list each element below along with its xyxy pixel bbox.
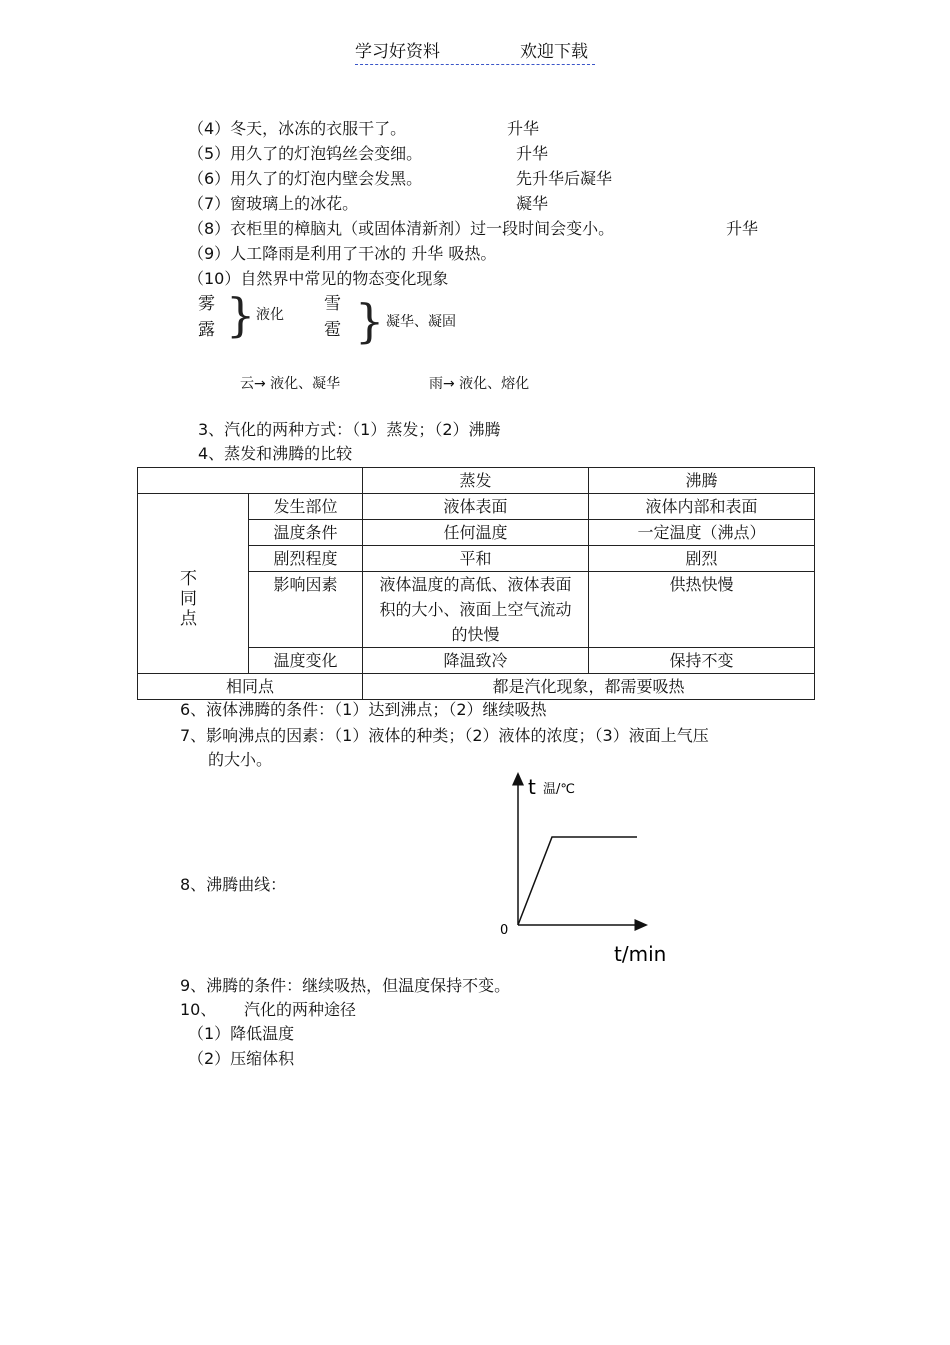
dew-label: 露 [198,320,215,340]
comparison-table [137,467,815,700]
header-left: 学习好资料 [355,42,440,62]
evap-cell: 液体温度的高低、液体表面积的大小、液面上空气流动的快慢 [379,575,572,644]
x-axis-label: t/min [614,942,667,966]
section-6: 6、液体沸腾的条件：（1）达到沸点；（2）继续吸热 [180,700,547,719]
boil-cell: 剧烈 [589,546,815,572]
example-6-answer: 先升华后凝华 [516,169,613,188]
section-9: 9、沸腾的条件：继续吸热，但温度保持不变。 [180,976,511,995]
boiling-curve-chart [490,772,670,972]
row-label: 剧烈程度 [249,546,363,572]
example-5: （5）用久了的灯泡钨丝会变细。 [188,144,423,163]
section-7-cont: 的大小。 [208,750,273,769]
boil-cell: 液体内部和表面 [589,494,815,520]
boil-cell: 一定温度（沸点） [589,520,815,546]
example-4: （4）冬天，冰冻的衣服干了。 [188,119,407,138]
section-7: 7、影响沸点的因素：（1）液体的种类；（2）液体的浓度；（3）液面上气压 [180,726,709,745]
section-10-title: 汽化的两种途径 [244,1000,357,1019]
similarity-value: 都是汽化现象，都需要吸热 [363,674,815,700]
section-3: 3、汽化的两种方式：（1）蒸发；（2）沸腾 [198,420,501,439]
method-1: （1）降低温度 [188,1024,295,1043]
table-row [138,674,815,700]
evap-cell: 任何温度 [363,520,589,546]
section-10-number: 10、 [180,1000,217,1019]
example-5-answer: 升华 [516,144,549,163]
hail-label: 雹 [324,320,341,340]
similarity-label: 相同点 [138,674,363,700]
section-4: 4、蒸发和沸腾的比较 [198,444,353,463]
example-7: （7）窗玻璃上的冰花。 [188,194,359,213]
brace-icon: } [355,294,385,348]
y-axis-label-main: t [528,775,536,799]
boil-cell: 供热快慢 [589,572,815,648]
row-label: 影响因素 [249,572,363,648]
section-8: 8、沸腾曲线： [180,875,287,894]
group2-process: 凝华、凝固 [386,314,456,330]
header-right: 欢迎下载 [520,42,588,62]
brace-icon: } [226,288,256,342]
differences-label: 不同点 [180,568,197,629]
evap-cell: 降温致冷 [363,648,589,674]
row-label: 温度变化 [249,648,363,674]
origin-label: 0 [500,923,509,938]
boil-cell: 保持不变 [589,648,815,674]
example-8: （8）衣柜里的樟脑丸（或固体清新剂）过一段时间会变小。 [188,219,615,238]
header-boiling: 沸腾 [589,468,815,494]
table-row [138,494,815,520]
row-label: 发生部位 [249,494,363,520]
row-label: 温度条件 [249,520,363,546]
header-divider [355,64,595,65]
example-7-answer: 凝华 [516,194,549,213]
table-header-row [138,468,815,494]
boiling-curve-line [518,837,637,925]
example-9: （9）人工降雨是利用了干冰的 升华 吸热。 [188,244,497,263]
rain-process: 雨→ 液化、熔化 [429,376,530,392]
header-evaporation: 蒸发 [363,468,589,494]
method-2: （2）压缩体积 [188,1049,295,1068]
example-4-answer: 升华 [507,119,540,138]
table-corner-cell [138,468,363,494]
evap-cell: 液体表面 [363,494,589,520]
group1-process: 液化 [256,307,284,323]
example-8-answer: 升华 [726,219,759,238]
fog-label: 雾 [198,294,215,314]
example-6: （6）用久了的灯泡内壁会发黑。 [188,169,423,188]
cloud-process: 云→ 液化、凝华 [240,376,341,392]
y-axis-label-sub: 温/℃ [543,782,575,797]
example-10: （10）自然界中常见的物态变化现象 [188,269,449,288]
evap-cell: 平和 [363,546,589,572]
snow-label: 雪 [324,294,341,314]
